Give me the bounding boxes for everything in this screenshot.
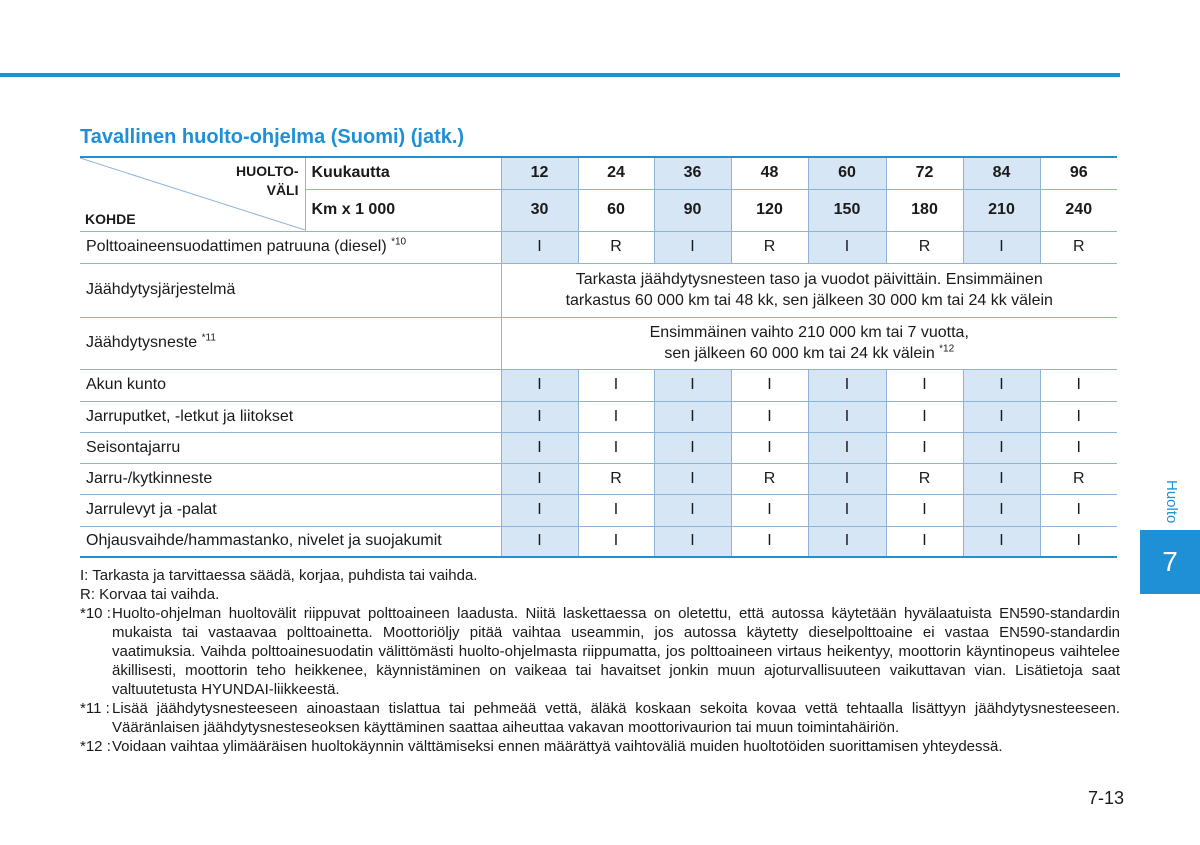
schedule-cell: I [963, 369, 1040, 401]
footnote [80, 604, 1120, 699]
schedule-cell: I [654, 401, 731, 432]
month-cell: 72 [886, 157, 963, 189]
section-title: Tavallinen huolto-ohjelma (Suomi) (jatk.) [80, 126, 465, 148]
km-cell: 150 [808, 189, 886, 231]
schedule-cell: R [886, 463, 963, 494]
schedule-cell: I [654, 432, 731, 463]
row-item-label [80, 231, 501, 263]
row-item-text: Ohjausvaihde/hammastanko, nivelet ja suojakumit [86, 532, 442, 550]
span-text-line2: sen jälkeen 60 000 km tai 24 kk välein [664, 345, 940, 362]
schedule-cell: I [963, 494, 1040, 526]
footnote-mark: *12 : [80, 738, 111, 755]
schedule-cell: R [1040, 463, 1117, 494]
span-text-line2: tarkastus 60 000 km tai 48 kk, sen jälkeen 30 000 km tai 24 kk välein [565, 292, 1053, 309]
footnote [80, 737, 1120, 756]
row-item-label [80, 432, 501, 463]
schedule-cell: I [1040, 432, 1117, 463]
row-item-text: Jarrulevyt ja -palat [86, 501, 217, 518]
month-cell: 96 [1040, 157, 1117, 189]
month-cell: 48 [731, 157, 808, 189]
km-cell: 30 [501, 189, 578, 231]
row-item-label [80, 494, 501, 526]
corner-interval-label [236, 162, 298, 200]
table-row [80, 317, 1117, 369]
schedule-cell: R [578, 231, 654, 263]
row-item-label [80, 463, 501, 494]
corner-item-label: KOHDE [85, 210, 136, 227]
row-footnote-ref: *11 [201, 332, 216, 344]
km-cell: 90 [654, 189, 731, 231]
schedule-cell: I [886, 432, 963, 463]
schedule-cell: I [501, 526, 578, 557]
schedule-cell: I [808, 401, 886, 432]
schedule-cell: I [501, 369, 578, 401]
footnote-mark: *11 : [80, 700, 110, 717]
km-label: Km x 1 000 [305, 189, 501, 231]
table-row [80, 463, 1117, 494]
km-cell: 60 [578, 189, 654, 231]
table-row [80, 526, 1117, 557]
km-cell: 210 [963, 189, 1040, 231]
schedule-cell: I [808, 369, 886, 401]
month-cell: 60 [808, 157, 886, 189]
schedule-cell: I [963, 401, 1040, 432]
schedule-cell: I [886, 369, 963, 401]
chapter-label: Huolto [1163, 480, 1180, 524]
schedule-cell: I [731, 494, 808, 526]
corner-interval-line1: HUOLTO- [236, 163, 299, 179]
maintenance-table-wrapper [80, 156, 1117, 558]
footnote [80, 699, 1120, 737]
schedule-cell: I [731, 401, 808, 432]
schedule-cell: I [963, 463, 1040, 494]
table-row [80, 263, 1117, 317]
schedule-cell: I [731, 432, 808, 463]
schedule-cell: I [578, 369, 654, 401]
row-footnote-ref: *10 [391, 236, 407, 248]
corner-interval-line2: VÄLI [266, 182, 299, 198]
schedule-cell: I [886, 526, 963, 557]
schedule-cell: R [886, 231, 963, 263]
row-item-text: Jarru-/kytkinneste [86, 469, 213, 487]
schedule-cell: I [808, 463, 886, 494]
schedule-cell: I [886, 401, 963, 432]
footnote-text: Huolto-ohjelman huoltovälit riippuvat polttoaineen laadusta. Niitä laskettaessa on oletettu, että autossa käytetään hyvälaatuista EN590-standardin mukaista tai vastaavaa polttoainetta. Moottoriöljy pitää vaihtaa useammin, jos autossa käytetty dieselpolttoaine ei vastaa EN590-standardin vaatimuksia. Vaihda polttoainesuodatin välittömästi huolto-ohjelmasta riippumatta, jos polttoaineen virtaus heikentyy, moottorin käyntinopeus vaihtelee äkillisesti, moottorin teho heikkenee, käynnistäminen on vaikeaa tai havaitset jonkin muun ajoturvallisuuteen vaikuttavan vian. Lisätietoja saat valtuutetusta HYUNDAI-liikkeestä. [112, 605, 1120, 698]
schedule-cell: I [808, 231, 886, 263]
header-row-months [80, 157, 1117, 189]
schedule-cell: I [578, 432, 654, 463]
footnote-mark: *10 : [80, 605, 111, 622]
span-text-line1: Tarkasta jäähdytysnesteen taso ja vuodot päivittäin. Ensimmäinen [575, 271, 1043, 288]
schedule-cell: I [501, 463, 578, 494]
row-item-label [80, 369, 501, 401]
chapter-tab: 7 [1140, 530, 1200, 594]
month-cell: 84 [963, 157, 1040, 189]
schedule-cell: R [578, 463, 654, 494]
schedule-cell: I [1040, 494, 1117, 526]
page-number: 7-13 [1088, 788, 1125, 808]
footnote-text: Lisää jäähdytysnesteeseen ainoastaan tislattua tai pehmeää vettä, äläkä koskaan sekoita kovaa vettä tehtaalla lisättyyn jäähdytysnesteeseen. Vääränlaisen jäähdytysnesteseoksen käyttäminen saattaa aiheuttaa vakavan moottorivaurion tai muun toimintahäiriön. [112, 700, 1120, 736]
schedule-cell: I [963, 231, 1040, 263]
schedule-cell: I [654, 369, 731, 401]
legend-replace: R: Korvaa tai vaihda. [80, 586, 220, 603]
schedule-cell: I [963, 432, 1040, 463]
months-label: Kuukautta [305, 157, 501, 189]
row-item-text: Akun kunto [86, 376, 167, 393]
schedule-cell: I [501, 432, 578, 463]
schedule-cell: I [1040, 369, 1117, 401]
table-row [80, 401, 1117, 432]
schedule-cell: I [654, 494, 731, 526]
schedule-cell: I [578, 526, 654, 557]
schedule-cell: R [731, 231, 808, 263]
schedule-span-cell [501, 317, 1117, 369]
km-cell: 120 [731, 189, 808, 231]
row-item-label [80, 317, 501, 369]
month-cell: 12 [501, 157, 578, 189]
schedule-cell: I [654, 463, 731, 494]
header-corner-cell [80, 157, 305, 231]
schedule-cell: R [1040, 231, 1117, 263]
schedule-cell: I [578, 494, 654, 526]
span-text-line2-wrap [502, 290, 1118, 311]
schedule-cell: I [808, 494, 886, 526]
schedule-cell: I [808, 432, 886, 463]
schedule-cell: I [1040, 526, 1117, 557]
month-cell: 36 [654, 157, 731, 189]
schedule-cell: I [501, 231, 578, 263]
km-cell: 180 [886, 189, 963, 231]
footnote-text: Voidaan vaihtaa ylimääräisen huoltokäynnin välttämiseksi ennen määrättyä vaihtoväliä muiden huoltotöiden suorittamisen yhteydessä. [112, 738, 1003, 755]
schedule-span-cell [501, 263, 1117, 317]
table-row [80, 432, 1117, 463]
notes-section [80, 566, 1120, 756]
row-item-text: Polttoaineensuodattimen patruuna (diesel) [86, 238, 392, 255]
table-row [80, 369, 1117, 401]
schedule-cell: I [731, 526, 808, 557]
maintenance-schedule-table [80, 156, 1117, 558]
legend-inspect: I: Tarkasta ja tarvittaessa säädä, korjaa, puhdista tai vaihda. [80, 567, 478, 584]
schedule-cell: I [731, 369, 808, 401]
schedule-cell: I [501, 401, 578, 432]
row-item-text: Jäähdytysneste [86, 334, 202, 351]
span-text-line1: Ensimmäinen vaihto 210 000 km tai 7 vuotta, [649, 324, 969, 341]
schedule-cell: I [1040, 401, 1117, 432]
schedule-cell: R [731, 463, 808, 494]
schedule-cell: I [501, 494, 578, 526]
span-text-line2-wrap [502, 343, 1118, 364]
schedule-cell: I [963, 526, 1040, 557]
schedule-cell: I [578, 401, 654, 432]
row-item-text: Jäähdytysjärjestelmä [86, 281, 236, 298]
row-item-label [80, 526, 501, 557]
schedule-cell: I [654, 231, 731, 263]
row-item-label [80, 263, 501, 317]
schedule-cell: I [654, 526, 731, 557]
footnotes-list [80, 604, 1120, 756]
top-rule [0, 73, 1120, 77]
month-cell: 24 [578, 157, 654, 189]
row-item-text: Jarruputket, -letkut ja liitokset [86, 407, 294, 425]
schedule-cell: I [886, 494, 963, 526]
schedule-cell: I [808, 526, 886, 557]
row-item-text: Seisontajarru [86, 438, 181, 456]
row-item-label [80, 401, 501, 432]
table-row [80, 494, 1117, 526]
table-row [80, 231, 1117, 263]
km-cell: 240 [1040, 189, 1117, 231]
span-footnote-ref: *12 [939, 343, 955, 355]
